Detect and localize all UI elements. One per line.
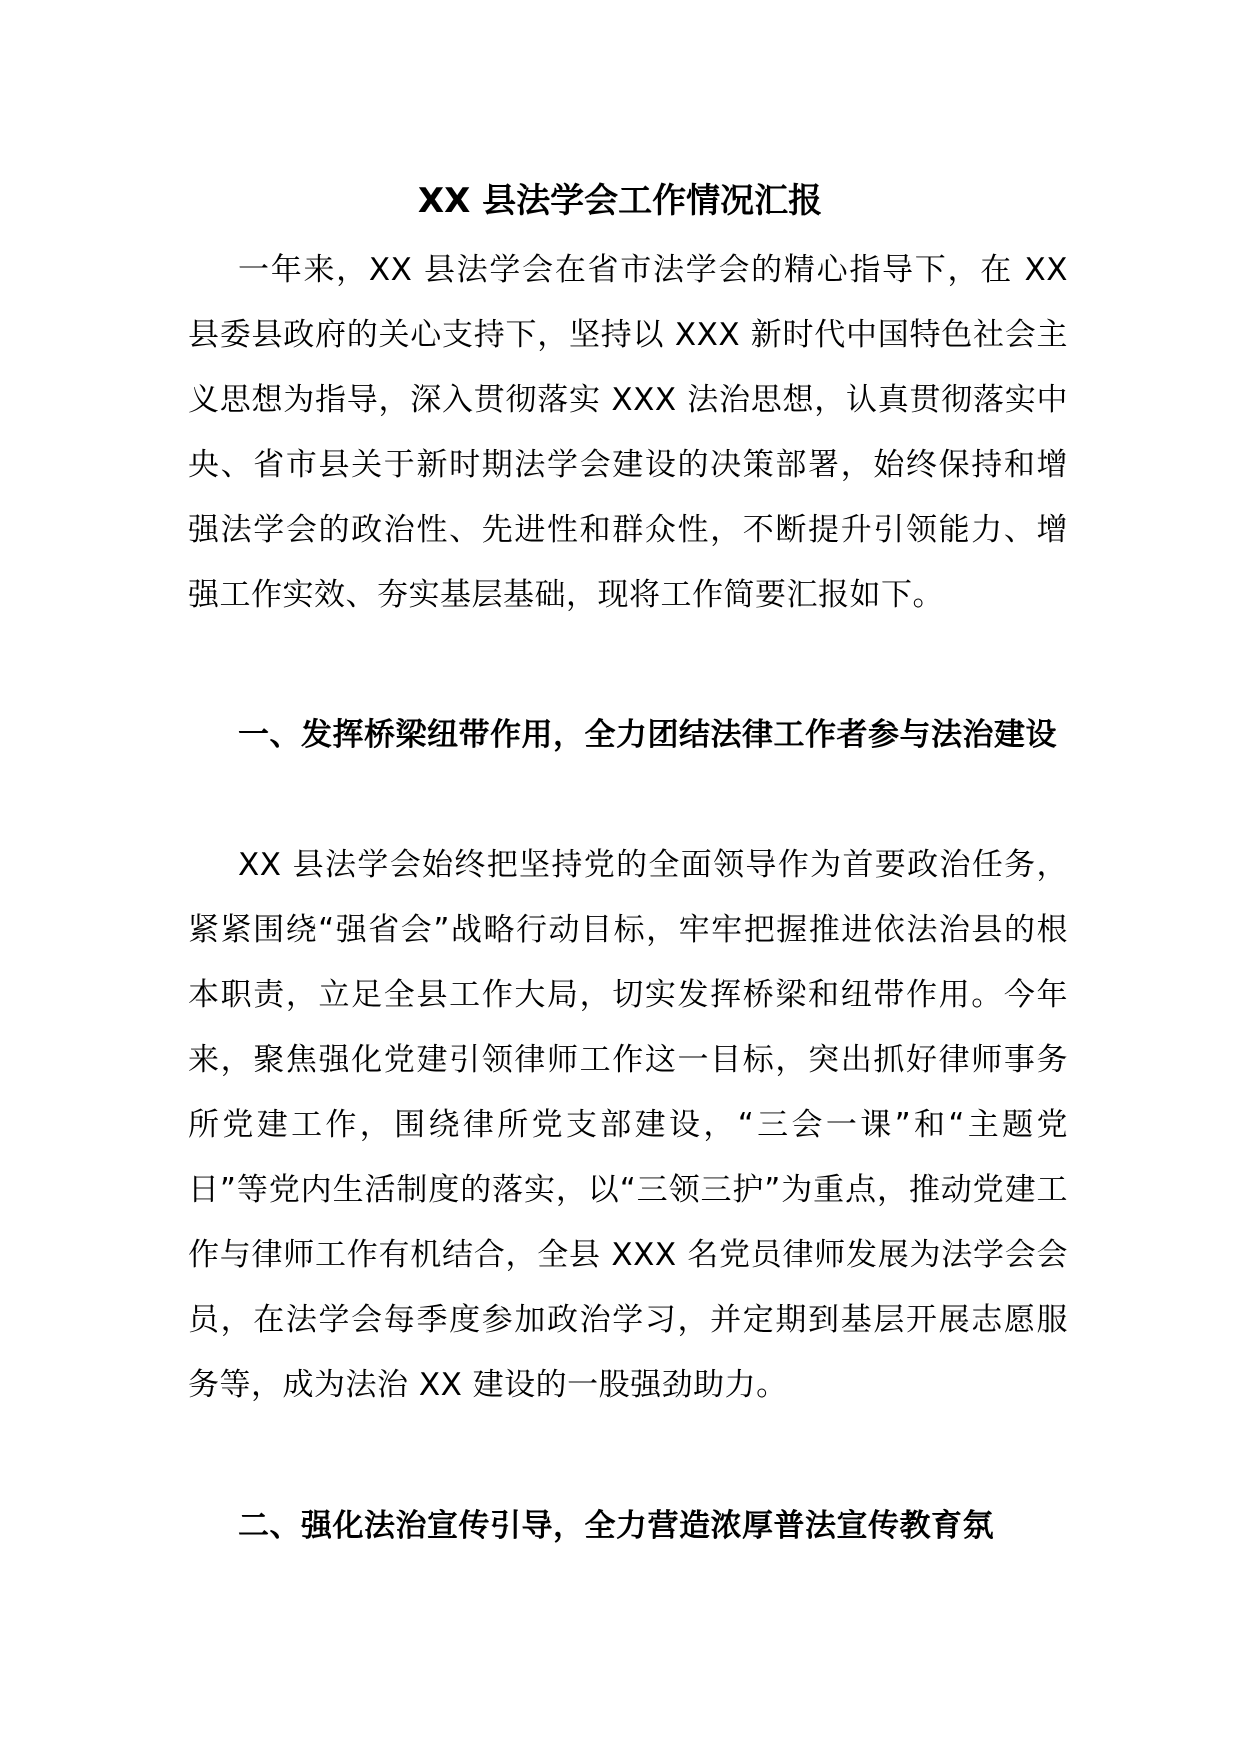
intro-paragraph: 一年来，XX 县法学会在省市法学会的精心指导下，在 XX 县委县政府的关心支持下，坚持以 XXX 新时代中国特色社会主义思想为指导，深入贯彻落实 XXX 法治思想，认真贯彻落实中央、省市县关于新时期法学会建设的决策部署，始终保持和增强法学会的政治性、先进性和群众性，不断提升引领能力、增强工作实效、夯实基层基础，现将工作简要汇报如下。 [188, 252, 1068, 613]
document-title: XX 县法学会工作情况汇报 [417, 181, 823, 221]
section-heading-2: 二、强化法治宣传引导，全力营造浓厚普法宣传教育氛 [238, 1508, 994, 1544]
section-1-paragraph: XX 县法学会始终把坚持党的全面领导作为首要政治任务，紧紧围绕“强省会”战略行动目标，牢牢把握推进依法治县的根本职责，立足全县工作大局，切实发挥桥梁和纽带作用。今年来，聚焦强化党建引领律师工作这一目标，突出抓好律师事务所党建工作，围绕律所党支部建设，“三会一课”和“主题党日”等党内生活制度的落实，以“三领三护”为重点，推动党建工作与律师工作有机结合，全县 XXX 名党员律师发展为法学会会员，在法学会每季度参加政治学习，并定期到基层开展志愿服务等，成为法治 XX 建设的一股强劲助力。 [188, 847, 1068, 1403]
section-heading-1: 一、发挥桥梁纽带作用，全力团结法律工作者参与法治建设 [238, 717, 1057, 753]
